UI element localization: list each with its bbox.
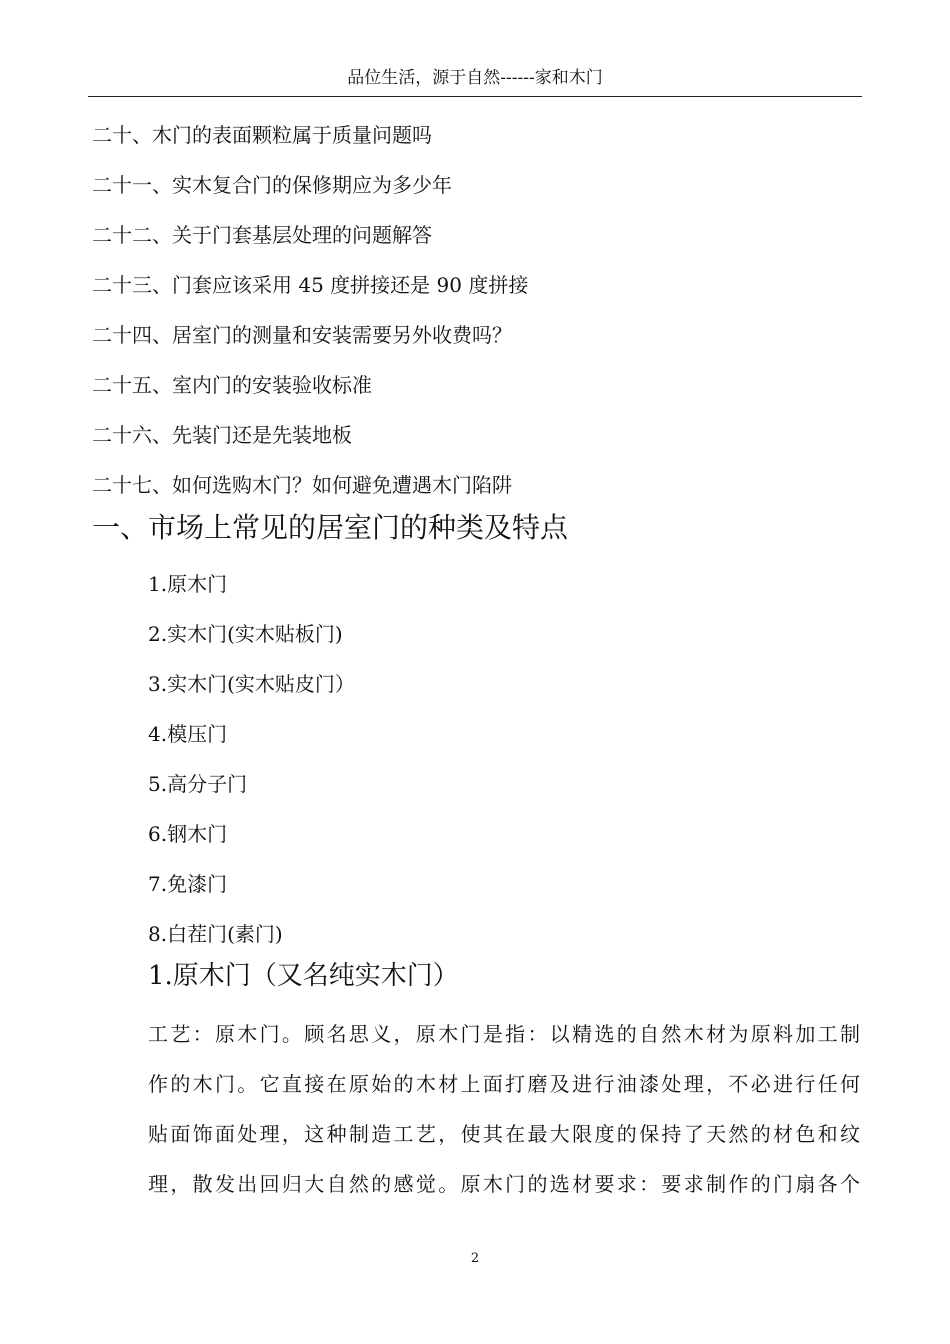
paragraph-line: 工艺：原木门。顾名思义，原木门是指：以精选的自然木材为原料加工制 [148,1022,860,1046]
toc-item: 二十四、居室门的测量和安装需要另外收费吗？ [92,323,512,347]
paragraph-line: 贴面饰面处理，这种制造工艺，使其在最大限度的保持了天然的材色和纹 [148,1122,860,1146]
page-header [88,62,862,97]
toc-item: 二十三、门套应该采用 45 度拼接还是 90 度拼接 [92,273,529,297]
toc-item: 二十七、如何选购木门？如何避免遭遇木门陷阱 [92,473,512,497]
door-type-item: 2.实木门(实木贴板门) [148,622,343,646]
header-slogan: 品位生活，源于自然------家和木门 [347,68,603,88]
door-type-item: 8.白茬门(素门) [148,922,283,946]
toc-item: 二十六、先装门还是先装地板 [92,423,352,447]
door-types-list [148,569,355,969]
table-of-contents [92,120,528,520]
section-heading: 一、市场上常见的居室门的种类及特点 [92,511,569,544]
toc-item: 二十五、室内门的安装验收标准 [92,373,372,397]
page-number: 2 [470,1251,480,1266]
door-type-item: 6.钢木门 [148,822,228,846]
door-type-item: 1.原木门 [148,572,228,596]
subsection-heading: 1.原木门（又名纯实木门） [148,961,459,991]
door-type-item: 7.免漆门 [148,872,228,896]
toc-item: 二十、木门的表面颗粒属于质量问题吗 [92,123,432,147]
door-type-item: 5.高分子门 [148,772,248,796]
body-paragraph [148,1019,860,1219]
toc-item: 二十二、关于门套基层处理的问题解答 [92,223,432,247]
toc-item: 二十一、实木复合门的保修期应为多少年 [92,173,452,197]
door-type-item: 4.模压门 [148,722,228,746]
paragraph-line: 作的木门。它直接在原始的木材上面打磨及进行油漆处理，不必进行任何 [148,1072,860,1096]
paragraph-line: 理，散发出回归大自然的感觉。原木门的选材要求：要求制作的门扇各个 [148,1172,860,1196]
door-type-item: 3.实木门(实木贴皮门） [148,672,355,696]
